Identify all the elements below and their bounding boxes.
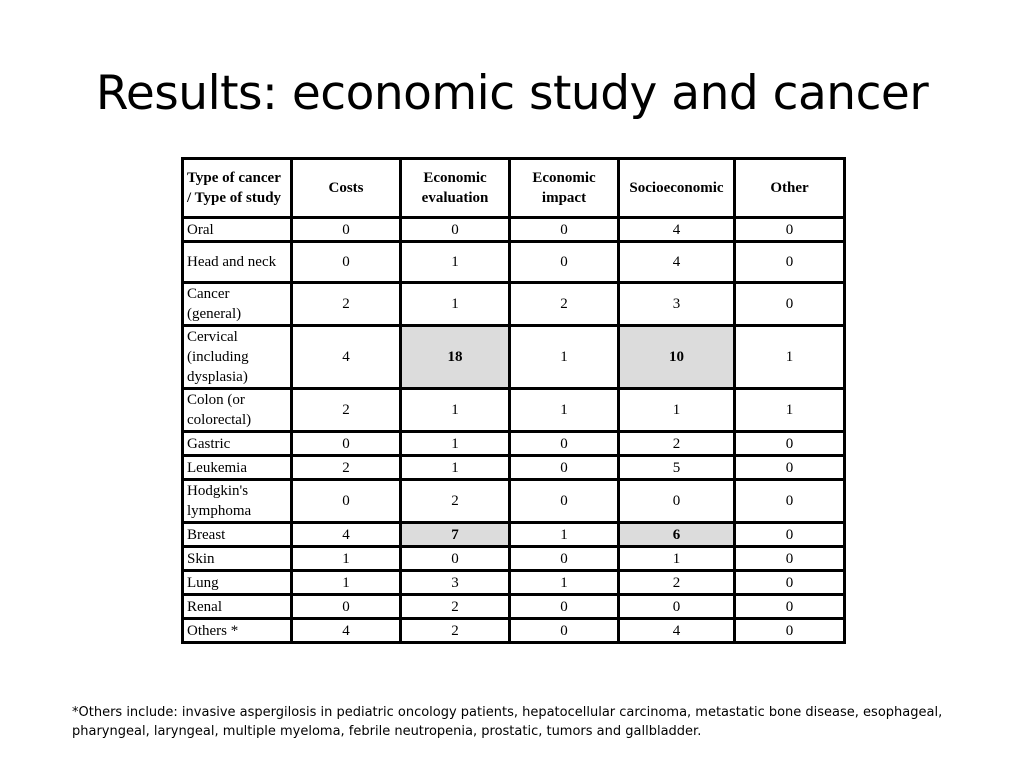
cell-economic-impact: 0 — [510, 619, 619, 643]
cell-costs: 2 — [292, 456, 401, 480]
cell-socioeconomic: 4 — [619, 218, 735, 242]
cell-economic-evaluation-highlighted: 7 — [401, 523, 510, 547]
table-row — [183, 326, 845, 389]
cell-other: 0 — [735, 283, 845, 326]
cell-socioeconomic: 1 — [619, 547, 735, 571]
cell-economic-evaluation-highlighted: 18 — [401, 326, 510, 389]
cell-other: 0 — [735, 242, 845, 283]
row-type: Hodgkin's lymphoma — [183, 480, 292, 523]
table-header-row — [183, 159, 845, 218]
row-type: Cervical (including dysplasia) — [183, 326, 292, 389]
table-row — [183, 432, 845, 456]
cell-other: 0 — [735, 218, 845, 242]
cell-socioeconomic: 3 — [619, 283, 735, 326]
cell-other: 0 — [735, 547, 845, 571]
table-row — [183, 523, 845, 547]
cell-costs: 1 — [292, 547, 401, 571]
cell-other: 0 — [735, 432, 845, 456]
cell-socioeconomic-highlighted: 10 — [619, 326, 735, 389]
column-header-type: Type of cancer / Type of study — [183, 159, 292, 218]
column-header-socioeconomic: Socioeconomic — [619, 159, 735, 218]
row-type: Skin — [183, 547, 292, 571]
row-type: Others * — [183, 619, 292, 643]
cell-other: 0 — [735, 523, 845, 547]
cell-economic-impact: 1 — [510, 571, 619, 595]
cell-socioeconomic-highlighted: 6 — [619, 523, 735, 547]
cell-socioeconomic: 4 — [619, 242, 735, 283]
row-type: Gastric — [183, 432, 292, 456]
row-type: Oral — [183, 218, 292, 242]
cell-economic-evaluation: 2 — [401, 595, 510, 619]
column-header-costs: Costs — [292, 159, 401, 218]
table-row — [183, 456, 845, 480]
table-row — [183, 218, 845, 242]
cell-economic-impact: 1 — [510, 326, 619, 389]
cell-socioeconomic: 0 — [619, 595, 735, 619]
row-type: Leukemia — [183, 456, 292, 480]
cell-costs: 2 — [292, 283, 401, 326]
cell-socioeconomic: 2 — [619, 432, 735, 456]
cell-other: 0 — [735, 480, 845, 523]
cell-socioeconomic: 5 — [619, 456, 735, 480]
slide-title: Results: economic study and cancer — [95, 66, 929, 121]
cell-socioeconomic: 0 — [619, 480, 735, 523]
cell-economic-evaluation: 1 — [401, 283, 510, 326]
table-row — [183, 389, 845, 432]
cell-economic-evaluation: 0 — [401, 218, 510, 242]
cell-costs: 1 — [292, 571, 401, 595]
table-row — [183, 242, 845, 283]
row-type: Cancer (general) — [183, 283, 292, 326]
cell-costs: 0 — [292, 242, 401, 283]
cell-other: 0 — [735, 619, 845, 643]
cell-economic-evaluation: 2 — [401, 619, 510, 643]
cell-economic-evaluation: 0 — [401, 547, 510, 571]
cell-economic-evaluation: 1 — [401, 456, 510, 480]
cell-economic-impact: 0 — [510, 432, 619, 456]
cell-costs: 0 — [292, 432, 401, 456]
row-type: Renal — [183, 595, 292, 619]
row-type: Head and neck — [183, 242, 292, 283]
cell-socioeconomic: 4 — [619, 619, 735, 643]
table-row — [183, 571, 845, 595]
cell-economic-impact: 1 — [510, 389, 619, 432]
cell-economic-evaluation: 3 — [401, 571, 510, 595]
cell-other: 0 — [735, 595, 845, 619]
cell-economic-impact: 0 — [510, 480, 619, 523]
cell-socioeconomic: 1 — [619, 389, 735, 432]
cell-economic-impact: 2 — [510, 283, 619, 326]
cell-costs: 0 — [292, 480, 401, 523]
cell-other: 0 — [735, 456, 845, 480]
row-type: Breast — [183, 523, 292, 547]
cell-other: 1 — [735, 326, 845, 389]
cell-costs: 4 — [292, 523, 401, 547]
cell-economic-evaluation: 2 — [401, 480, 510, 523]
column-header-economic-evaluation: Economic evaluation — [401, 159, 510, 218]
cell-socioeconomic: 2 — [619, 571, 735, 595]
cell-costs: 0 — [292, 218, 401, 242]
cell-economic-impact: 0 — [510, 242, 619, 283]
table-row — [183, 619, 845, 643]
row-type: Colon (or colorectal) — [183, 389, 292, 432]
cell-economic-evaluation: 1 — [401, 242, 510, 283]
table-row — [183, 595, 845, 619]
cell-economic-impact: 0 — [510, 218, 619, 242]
table-row — [183, 480, 845, 523]
cell-economic-impact: 0 — [510, 456, 619, 480]
row-type: Lung — [183, 571, 292, 595]
cell-economic-evaluation: 1 — [401, 389, 510, 432]
cell-costs: 4 — [292, 619, 401, 643]
table-row — [183, 547, 845, 571]
cell-economic-impact: 0 — [510, 595, 619, 619]
cell-costs: 2 — [292, 389, 401, 432]
cell-other: 1 — [735, 389, 845, 432]
cell-other: 0 — [735, 571, 845, 595]
cell-economic-impact: 0 — [510, 547, 619, 571]
footnote: *Others include: invasive aspergilosis in pediatric oncology patients, hepatocellular carcinoma, metastatic bone disease, esophageal, pharyngeal, laryngeal, multiple myeloma, febrile neutropenia, prostatic, tumors and gallbladder. — [72, 705, 943, 739]
results-table — [181, 157, 846, 644]
column-header-other: Other — [735, 159, 845, 218]
column-header-economic-impact: Economic impact — [510, 159, 619, 218]
cell-costs: 0 — [292, 595, 401, 619]
cell-costs: 4 — [292, 326, 401, 389]
table-row — [183, 283, 845, 326]
cell-economic-impact: 1 — [510, 523, 619, 547]
cell-economic-evaluation: 1 — [401, 432, 510, 456]
